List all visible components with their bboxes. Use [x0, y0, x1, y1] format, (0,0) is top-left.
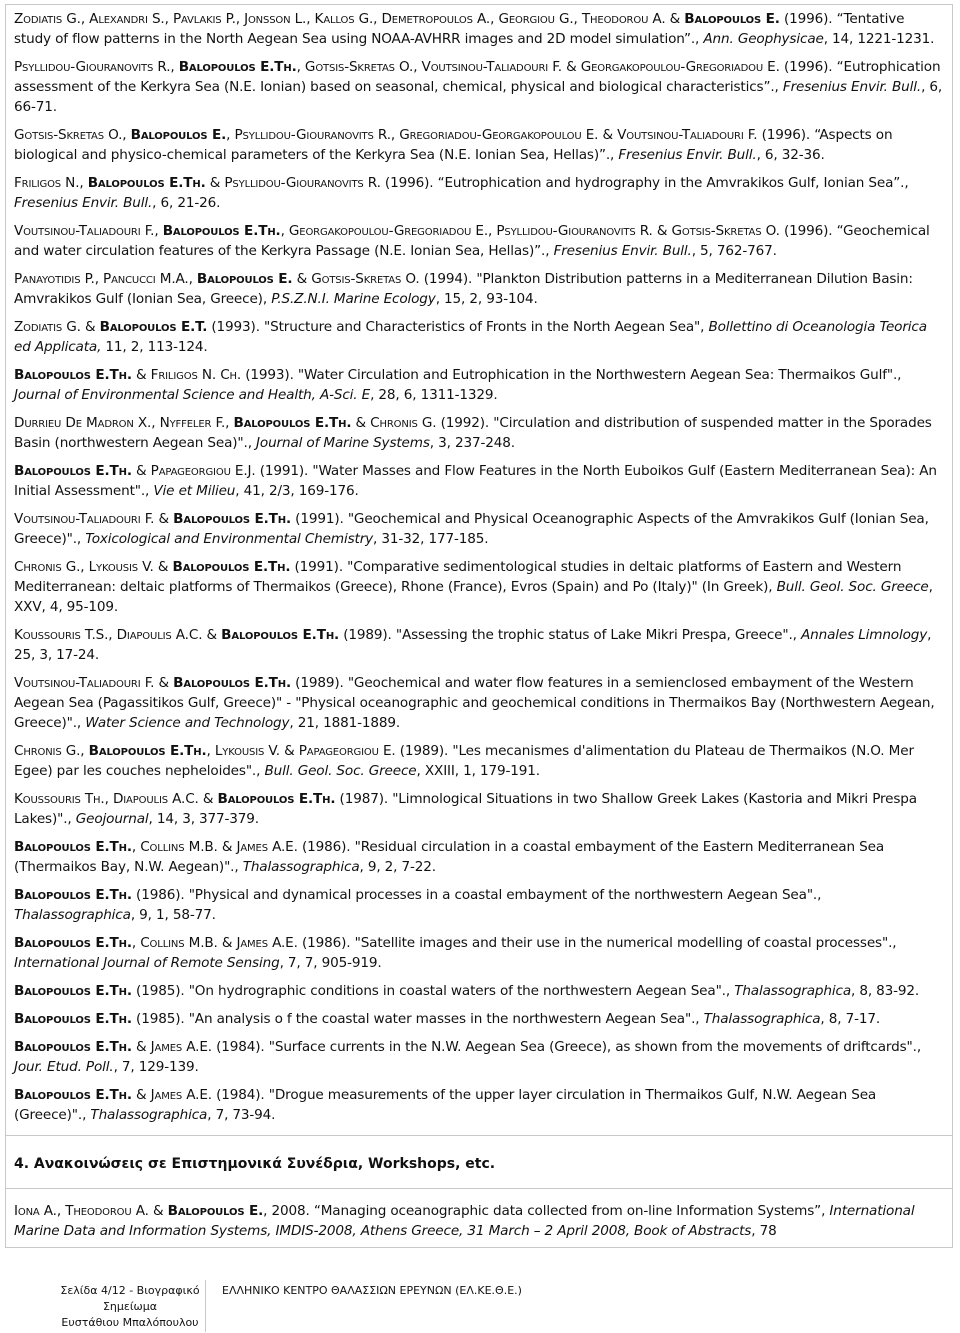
reference-entry [14, 625, 944, 665]
reference-author: , Psyllidou-Giouranovits R., Gregoriadou-Georgakopoulou E. & Voutsinou-Taliadouri F. [226, 127, 758, 143]
document-page [5, 4, 953, 1248]
reference-text: (1991). "Water Masses and Flow Features in the North Euboikos Gulf (Eastern Mediterranean Sea): An Initial Assessment"., [14, 463, 937, 499]
reference-source: Thalassographica [734, 983, 851, 999]
reference-text: , 6, 21-26. [152, 195, 221, 211]
reference-text: , 7, 129-139. [113, 1059, 199, 1075]
reference-author: Iona A., Theodorou A. & [14, 1203, 168, 1219]
reference-text: (1987). "Limnological Situations in two Shallow Greek Lakes (Kastoria and Mikri Prespa Lakes)"., [14, 791, 917, 827]
footer-page-info [60, 1283, 200, 1331]
reference-entry [14, 509, 944, 549]
reference-entry [14, 789, 944, 829]
reference-text: , 8, 7-17. [820, 1011, 881, 1027]
reference-source: Thalassographica [90, 1107, 208, 1123]
reference-author: Balopoulos E.Th. [14, 1087, 132, 1103]
reference-source: Ann. Geophysicae [703, 31, 824, 47]
reference-text: , 7, 73-94. [207, 1107, 276, 1123]
reference-entry [14, 673, 944, 733]
reference-text: (1989). "Les mecanismes d'alimentation du Plateau de Thermaikos (N.O. Mer Egee) par les couches nepheloides"., [14, 743, 914, 779]
reference-author: Balopoulos E.Th. [233, 415, 352, 431]
reference-author: Koussouris Th., Diapoulis A.C. & [14, 791, 218, 807]
reference-author: , Lykousis V. & Papageorgiou E. [206, 743, 396, 759]
reference-text: (1984). "Drogue measurements of the upper layer circulation in Thermaikos Gulf, N.W. Aegean Sea (Greece)"., [14, 1087, 877, 1123]
reference-source: Bull. Geol. Soc. Greece [264, 763, 417, 779]
reference-source: Thalassographica [703, 1011, 821, 1027]
reference-text: (1984). "Surface currents in the N.W. Aegean Sea (Greece), as shown from the movements of driftcards"., [211, 1039, 921, 1055]
reference-source: Jour. Etud. Poll. [14, 1059, 114, 1075]
reference-text: (1993). "Water Circulation and Eutrophication in the Northwestern Aegean Sea: Thermaikos Gulf"., [241, 367, 902, 383]
reference-text: (1996). “Eutrophication and hydrography in the Amvrakikos Gulf, Ionian Sea”., [380, 175, 909, 191]
reference-entry [14, 173, 944, 213]
reference-source: Fresenius Envir. Bull. [618, 147, 757, 163]
footer-page-label: Σελίδα 4/12 - Βιογραφικό [60, 1284, 200, 1297]
reference-source: Thalassographica [242, 859, 360, 875]
reference-text: , 6, 66-71. [14, 79, 943, 115]
reference-text: , 9, 2, 7-22. [359, 859, 436, 875]
reference-source: P.S.Z.N.I. Marine Ecology [271, 291, 436, 307]
reference-author: , Georgakopoulou-Gregoriadou E., Psyllidou-Giouranovits R. & Gotsis-Skretas O. [280, 223, 780, 239]
reference-entry [14, 125, 944, 165]
reference-author: Balopoulos E.Th. [178, 59, 297, 75]
reference-author: Chronis G., Lykousis V. & [14, 559, 173, 575]
footer-page-label-2: Σημείωμα [102, 1300, 158, 1313]
reference-author: Koussouris T.S., Diapoulis A.C. & [14, 627, 222, 643]
reference-text: (1986). "Physical and dynamical processes in a coastal embayment of the northwestern Aegean Sea"., [131, 887, 822, 903]
reference-author: Balopoulos E. [130, 127, 227, 143]
reference-source: Vie et Milieu [153, 483, 236, 499]
reference-author: Balopoulos E.Th. [88, 743, 207, 759]
reference-author: Durrieu De Madron X., Nyffeler F., [14, 415, 234, 431]
reference-entry [14, 269, 944, 309]
reference-source: Geojournal [75, 811, 149, 827]
reference-text: , 9, 1, 58-77. [130, 907, 216, 923]
reference-text: , 8, 83-92. [851, 983, 920, 999]
reference-author: , Gotsis-Skretas O., Voutsinou-Taliadouri F. & Georgakopoulou-Gregoriadou E. [296, 59, 780, 75]
reference-entry [14, 413, 944, 453]
reference-entry [14, 1201, 944, 1241]
section-heading: 4. Ανακοινώσεις σε Επιστημονικά Συνέδρια, Workshops, etc. [14, 1156, 496, 1172]
reference-author: Zodiatis G. & [14, 319, 100, 335]
reference-author: Panayotidis P., Pancucci M.A., [14, 271, 197, 287]
reference-source: Journal of Environmental Science and Health, A-Sci. E [14, 387, 371, 403]
section-heading-box [5, 1136, 953, 1189]
reference-entry [14, 1037, 944, 1077]
reference-author: & Friligos N. Ch. [131, 367, 242, 383]
reference-text: (1992). "Circulation and distribution of suspended matter in the Sporades Basin (northwestern Aegean Sea)"., [14, 415, 932, 451]
reference-source: Journal of Marine Systems [256, 435, 430, 451]
footer-author-name: Ευστάθιου Μπαλόπουλου [61, 1316, 199, 1329]
reference-source: Fresenius Envir. Bull. [14, 195, 153, 211]
reference-author: Balopoulos E. [684, 11, 780, 27]
reference-text: (1996). “Eutrophication assessment of the Kerkyra Sea (N.E. Ionian) based on seasonal, chemical, physical and biological characteristics”., [14, 59, 941, 95]
reference-text: , 2008. “Managing oceanographic data collected from on-line Information Systems”, [263, 1203, 830, 1219]
reference-text: , 6, 32-36. [756, 147, 825, 163]
reference-text: , 3, 237-248. [429, 435, 515, 451]
reference-text: (1986). "Residual circulation in a coastal embayment of the Eastern Mediterranean Sea (Thermaikos Bay, N.W. Aegean)"., [14, 839, 884, 875]
reference-source: Water Science and Technology [85, 715, 290, 731]
reference-author: & James A.E. [131, 1039, 212, 1055]
reference-entry [14, 837, 944, 877]
reference-text: (1991). "Comparative sedimentological studies in deltaic platforms of Eastern and Western Mediterranean: deltaic platforms of Thermaikos (Greece), Rhone (France), Evros (Spain) and Po (Italy)" (In Greek), [14, 559, 902, 595]
reference-text: (1994). "Plankton Distribution patterns in a Mediterranean Dilution Basin: Amvrakikos Gulf (Ionian Sea, Greece), [14, 271, 913, 307]
reference-author: & Chronis G. [351, 415, 437, 431]
reference-text: , 31-32, 177-185. [373, 531, 489, 547]
reference-author: & Psyllidou-Giouranovits R. [205, 175, 381, 191]
reference-author: Gotsis-Skretas O., [14, 127, 131, 143]
reference-author: Balopoulos E.Th. [173, 675, 292, 691]
reference-author: Friligos N., [14, 175, 88, 191]
reference-author: Balopoulos E.Th. [221, 627, 340, 643]
page-footer [0, 1280, 948, 1332]
reference-text: , XXV, 4, 95-109. [14, 579, 933, 615]
reference-author: Balopoulos E.Th. [14, 839, 132, 855]
reference-author: Balopoulos E. [196, 271, 293, 287]
reference-entry [14, 741, 944, 781]
reference-author: Balopoulos E.Th. [14, 367, 132, 383]
reference-source: Bull. Geol. Soc. Greece [776, 579, 929, 595]
footer-divider [205, 1280, 206, 1332]
reference-source: International Journal of Remote Sensing [14, 955, 280, 971]
reference-source: Fresenius Envir. Bull. [782, 79, 922, 95]
reference-text: (1986). "Satellite images and their use in the numerical modelling of coastal processes"., [297, 935, 897, 951]
reference-entry [14, 885, 944, 925]
reference-text: (1996). “Geochemical and water circulation features of the Kerkyra Passage (N.E. Ionian Sea, Hellas)”., [14, 223, 930, 259]
publications-list [5, 4, 953, 1136]
reference-entry [14, 461, 944, 501]
reference-text: (1996). “Aspects on biological and physico-chemical parameters of the Kerkyra Sea (N.E. Ionian Sea, Hellas)”., [14, 127, 893, 163]
reference-author: Balopoulos E.Th. [14, 887, 132, 903]
reference-text: , 21, 1881-1889. [289, 715, 400, 731]
reference-author: Psyllidou-Giouranovits R., [14, 59, 179, 75]
reference-entry [14, 57, 944, 117]
reference-author: Zodiatis G., Alexandri S., Pavlakis P., Jonsson L., Kallos G., Demetropoulos A., Georgiou G., Theodorou A. & [14, 11, 685, 27]
reference-author: , Collins M.B. & James A.E. [131, 839, 298, 855]
reference-entry [14, 933, 944, 973]
reference-entry [14, 221, 944, 261]
reference-text: (1989). "Geochemical and water flow features in a semienclosed embayment of the Western Aegean Sea (Pagassitikos Gulf, Greece)" - "Physical oceanographic and geochemical conditions in Thermaikos Bay (Northwestern Aegean, Greece)"., [14, 675, 935, 731]
reference-author: Voutsinou-Taliadouri F. & [14, 511, 174, 527]
reference-author: Chronis G., [14, 743, 89, 759]
reference-text: , 5, 762-767. [691, 243, 777, 259]
reference-author: Voutsinou-Taliadouri F., [14, 223, 163, 239]
reference-author: Balopoulos E.Th. [217, 791, 336, 807]
footer-institution: ΕΛΛΗΝΙΚΟ ΚΕΝΤΡΟ ΘΑΛΑΣΣΙΩΝ ΕΡΕΥΝΩΝ (ΕΛ.ΚΕ.Θ.Ε.) [222, 1284, 522, 1297]
reference-author: Balopoulos E.Th. [162, 223, 281, 239]
reference-text: , XXIII, 1, 179-191. [416, 763, 540, 779]
reference-author: Balopoulos E.Th. [14, 1039, 132, 1055]
reference-text: (1985). "On hydrographic conditions in coastal waters of the northwestern Aegean Sea"., [131, 983, 735, 999]
reference-text: , 41, 2/3, 169-176. [235, 483, 359, 499]
reference-source: Fresenius Envir. Bull. [553, 243, 692, 259]
reference-text: 11, 2, 113-124. [101, 339, 208, 355]
reference-source: Bollettino di Oceanologia Teorica ed Applicata, [14, 319, 927, 355]
reference-author: Balopoulos E.T. [99, 319, 208, 335]
reference-author: & James A.E. [131, 1087, 212, 1103]
reference-author: Voutsinou-Taliadouri F. & [14, 675, 174, 691]
reference-author: , Collins M.B. & James A.E. [131, 935, 298, 951]
reference-author: & Gotsis-Skretas O. [292, 271, 420, 287]
reference-text: (1996). “Tentative study of flow patterns in the North Aegean Sea using NOAA-AVHRR images and 2D model simulation”., [14, 11, 905, 47]
reference-source: Toxicological and Environmental Chemistry [85, 531, 374, 547]
reference-author: Balopoulos E.Th. [87, 175, 206, 191]
reference-entry [14, 981, 944, 1001]
reference-author: Balopoulos E.Th. [14, 463, 132, 479]
reference-entry [14, 557, 944, 617]
reference-text: , 14, 1221-1231. [823, 31, 935, 47]
reference-entry [14, 1009, 944, 1029]
reference-source: Annales Limnology [801, 627, 928, 643]
reference-source: International Marine Data and Information Systems, IMDIS-2008, Athens Greece, 31 March – 2 April 2008, Book of Abstracts [14, 1203, 915, 1239]
reference-author: & Papageorgiou E.J. [131, 463, 256, 479]
reference-text: , 7, 7, 905-919. [279, 955, 382, 971]
reference-author: Balopoulos E.Th. [14, 935, 132, 951]
reference-text: , 28, 6, 1311-1329. [370, 387, 498, 403]
reference-entry [14, 9, 944, 49]
reference-text: , 14, 3, 377-379. [148, 811, 259, 827]
reference-text: , 25, 3, 17-24. [14, 627, 932, 663]
reference-text: (1991). "Geochemical and Physical Oceanographic Aspects of the Amvrakikos Gulf (Ionian Sea, Greece)"., [14, 511, 929, 547]
reference-author: Balopoulos E.Th. [14, 983, 132, 999]
conference-list [5, 1189, 953, 1248]
reference-entry [14, 365, 944, 405]
reference-author: Balopoulos E.Th. [173, 511, 292, 527]
reference-entry [14, 317, 944, 357]
reference-text: (1993). "Structure and Characteristics of Fronts in the North Aegean Sea", [207, 319, 709, 335]
reference-author: Balopoulos E.Th. [14, 1011, 132, 1027]
reference-author: Balopoulos E. [167, 1203, 264, 1219]
reference-text: (1985). "An analysis o f the coastal water masses in the northwestern Aegean Sea"., [131, 1011, 704, 1027]
reference-author: Balopoulos E.Th. [172, 559, 291, 575]
reference-text: , 78 [751, 1223, 777, 1239]
reference-entry [14, 1085, 944, 1125]
reference-text: , 15, 2, 93-104. [435, 291, 538, 307]
reference-source: Thalassographica [14, 907, 131, 923]
reference-text: (1989). "Assessing the trophic status of Lake Mikri Prespa, Greece"., [339, 627, 801, 643]
